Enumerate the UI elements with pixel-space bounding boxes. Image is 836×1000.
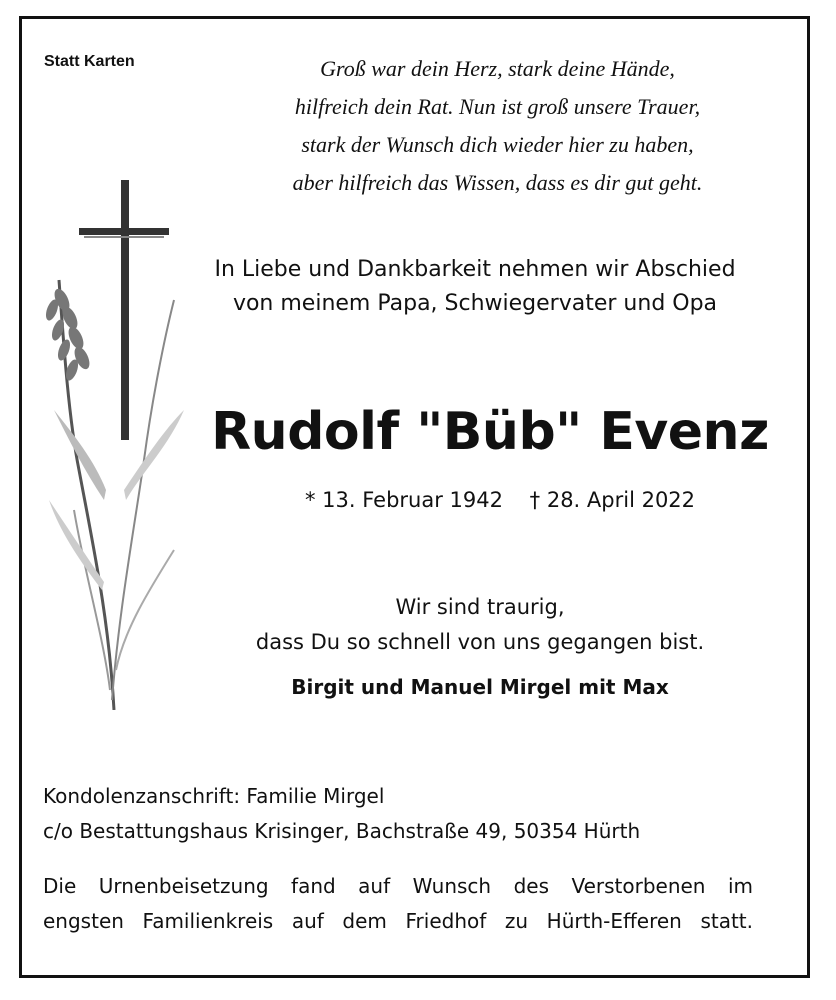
deceased-name: Rudolf "Büb" Evenz — [211, 402, 769, 462]
poem-line: stark der Wunsch dich wieder hier zu haben, — [301, 132, 694, 157]
note-line: Die Urnenbeisetzung fand auf Wunsch des Verstorbenen im — [43, 874, 753, 898]
statt-karten-label: Statt Karten — [44, 53, 135, 70]
address-line: Kondolenzanschrift: Familie Mirgel — [43, 784, 385, 808]
poem-line: aber hilfreich das Wissen, dass es dir gut geht. — [292, 170, 703, 195]
poem-line: Groß war dein Herz, stark deine Hände, — [320, 56, 675, 81]
message-line: Wir sind traurig, — [395, 595, 565, 619]
poem — [205, 50, 790, 202]
mourning-message — [200, 590, 760, 660]
condolence-address — [43, 779, 783, 849]
intro-line: von meinem Papa, Schwiegervater und Opa — [232, 291, 718, 316]
message-line: dass Du so schnell von uns gegangen bist. — [255, 630, 705, 654]
farewell-intro — [195, 253, 755, 321]
intro-line: In Liebe und Dankbarkeit nehmen wir Abschied — [214, 257, 736, 282]
burial-note — [43, 869, 753, 939]
life-dates: * 13. Februar 1942 † 28. April 2022 — [304, 488, 696, 512]
cross-with-wheat-icon — [24, 170, 204, 710]
family-signature: Birgit und Manuel Mirgel mit Max — [291, 675, 669, 699]
address-line: c/o Bestattungshaus Krisinger, Bachstraße 49, 50354 Hürth — [43, 819, 641, 843]
poem-line: hilfreich dein Rat. Nun ist groß unsere Trauer, — [294, 94, 701, 119]
note-line: engsten Familienkreis auf dem Friedhof zu Hürth-Efferen statt. — [43, 909, 753, 933]
